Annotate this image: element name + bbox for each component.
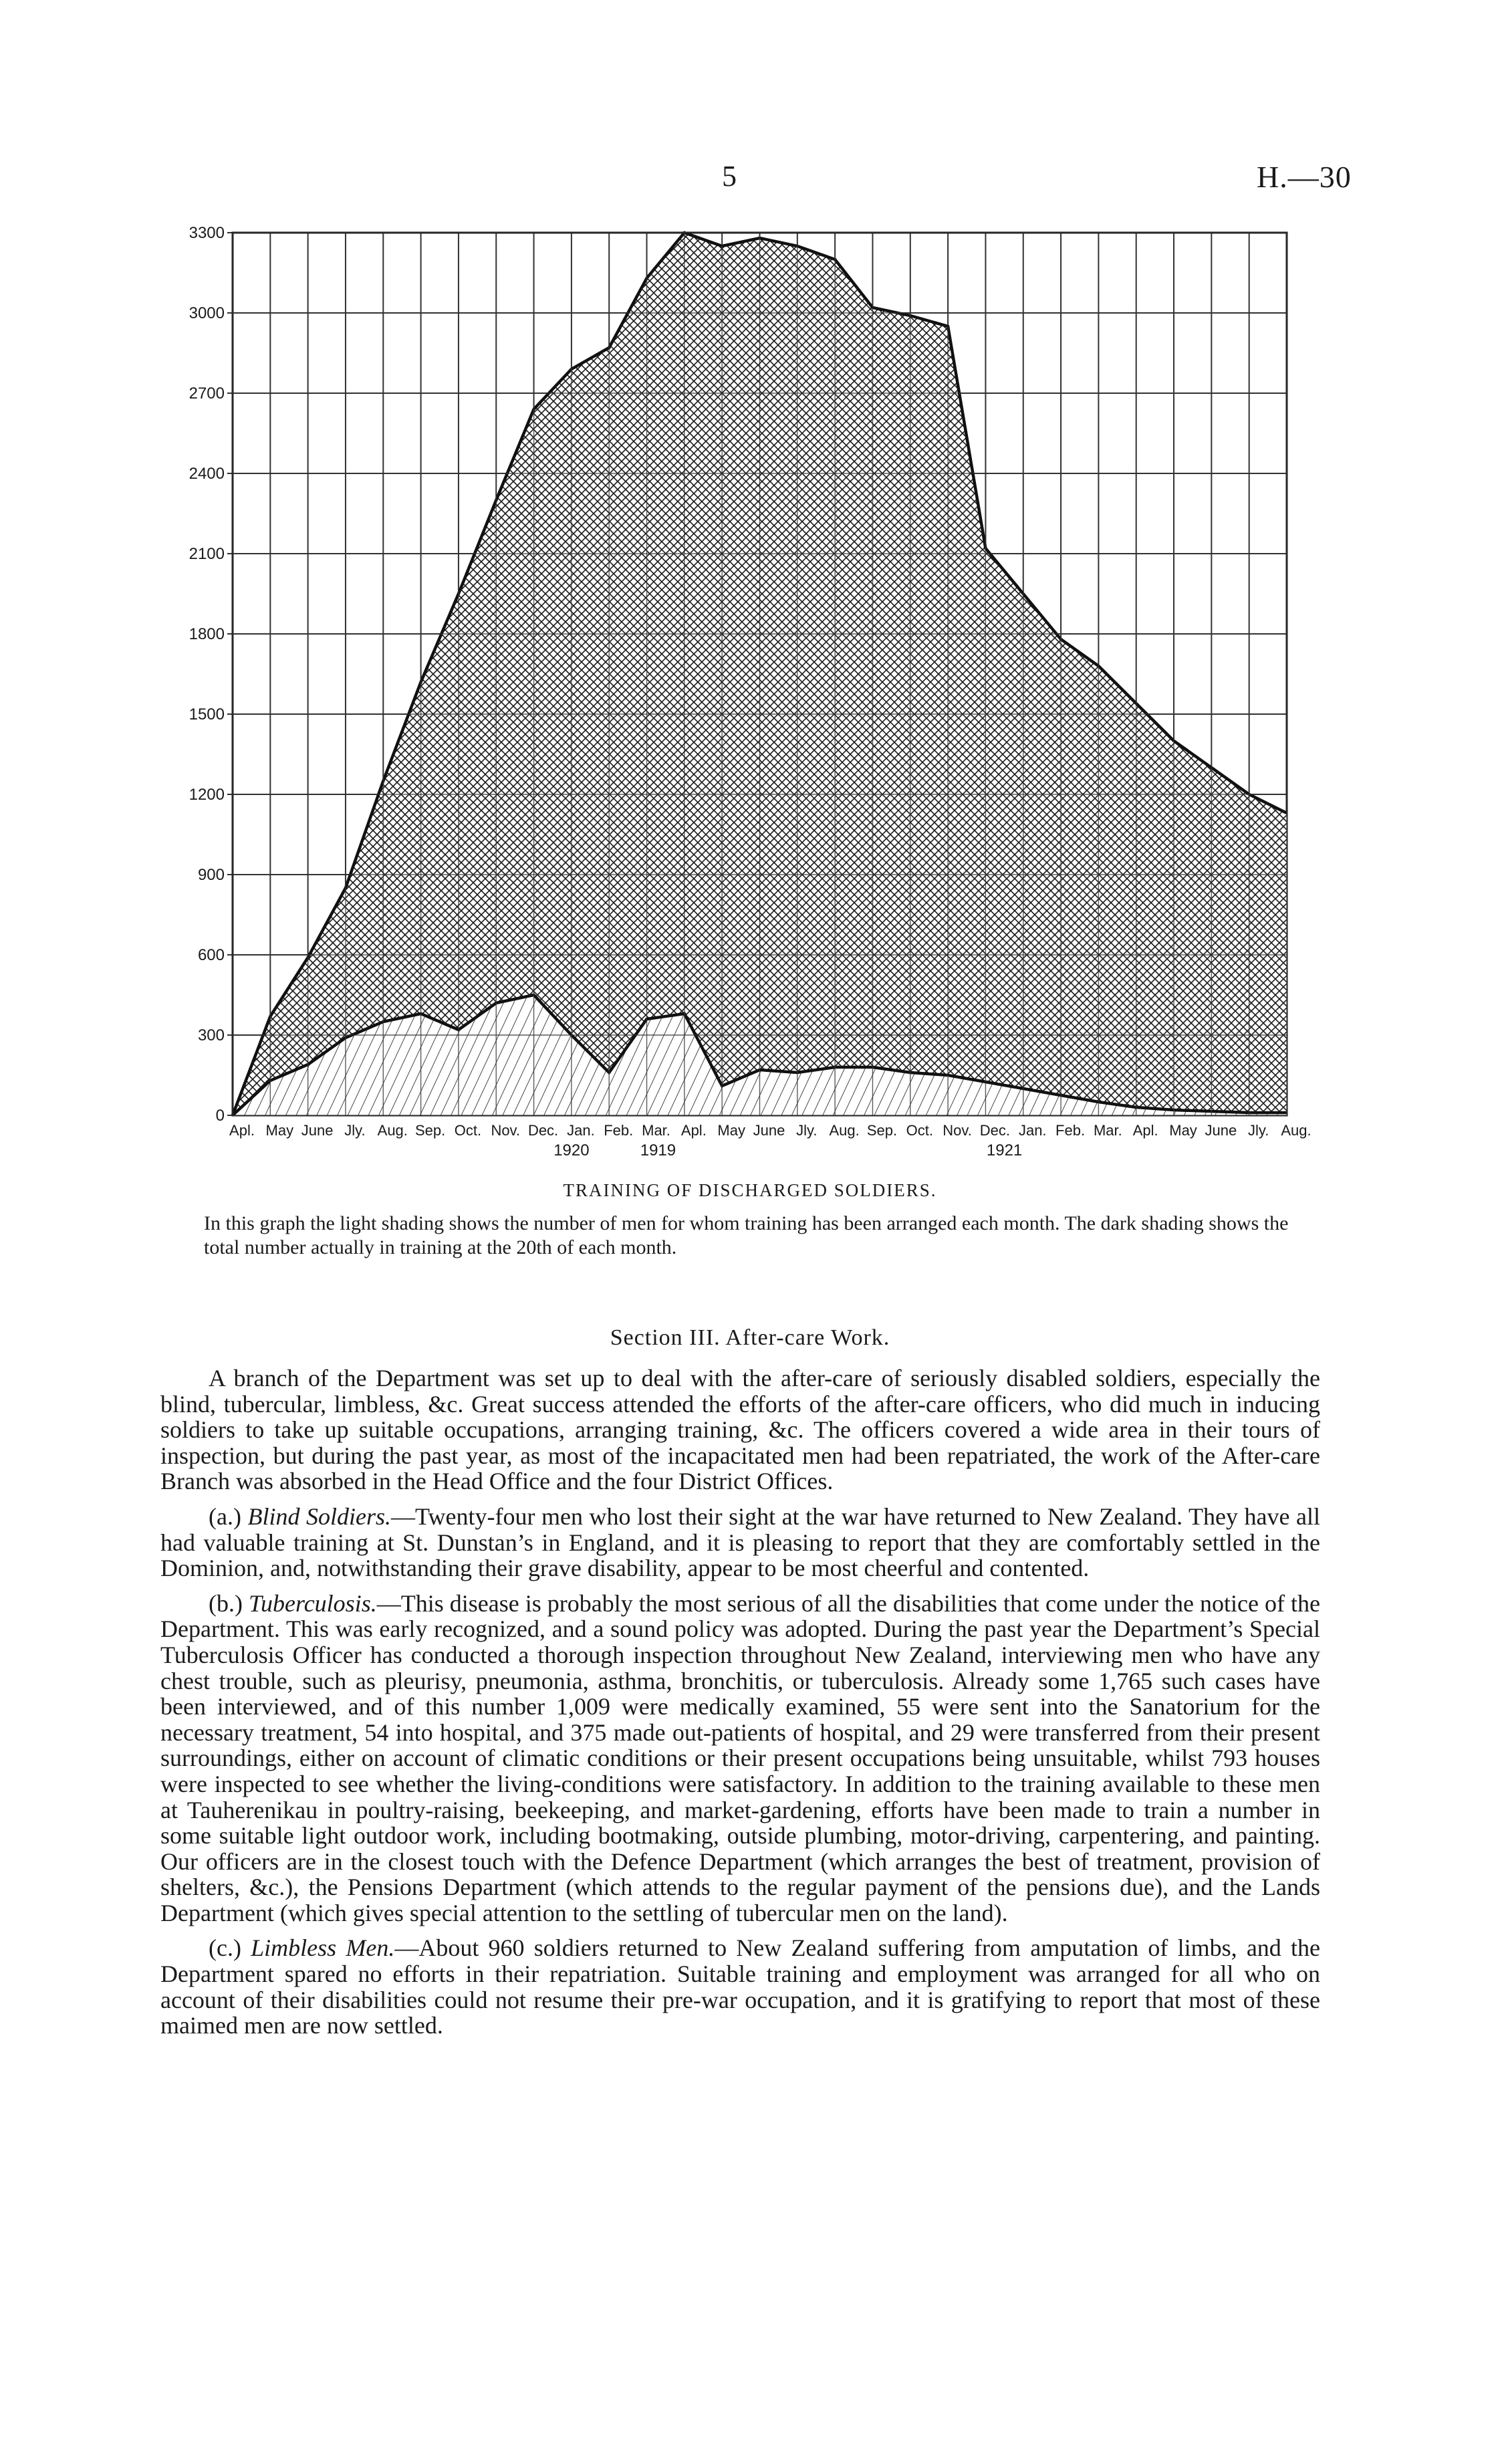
paragraph-text: —About 960 soldiers returned to New Zealand suffering from amputation of limbs, and the Department spared no efforts in their repatriation. Suitable training and employment was arranged for all who on account of their disabilities could not resume their pre-war occupation, and it is gratifying to report that most of these maimed men are now settled. (160, 1934, 1320, 2039)
y-tick-label: 2700 (189, 384, 225, 403)
y-tick-label: 3000 (189, 304, 225, 322)
x-tick-label: June (1205, 1122, 1237, 1139)
y-tick-label: 900 (197, 866, 225, 884)
paragraph-tuberculosis (160, 1591, 1320, 1926)
y-tick-label: 300 (197, 1026, 225, 1044)
year-label: 1919 (640, 1141, 676, 1159)
paragraph-blind-soldiers (160, 1504, 1320, 1581)
x-tick-label: Jan. (1018, 1122, 1047, 1139)
paragraph-label: (a.) (209, 1502, 248, 1530)
x-tick-label: June (301, 1122, 334, 1139)
x-tick-label: Feb. (1055, 1122, 1086, 1139)
x-tick-label: Nov. (943, 1122, 972, 1139)
y-tick-label: 1800 (189, 625, 225, 643)
y-tick-label: 2400 (189, 465, 225, 483)
paragraph-text: —This disease is probably the most serious of all the disabilities that come under the notice of the Department. This was early recognized, and a sound policy was adopted. During the past year the Department’s Special Tuberculosis Officer has conducted a thorough inspection throughout New Zealand, interviewing men who have any chest trouble, such as pleurisy, pneumonia, asthma, bronchitis, or tuberculosis. Already some 1,765 such cases have been interviewed, and of this number 1,009 were medically examined, 55 were sent into the Sanatorium for the necessary treatment, 54 into hospital, and 375 made out-patients of hospital, and 29 were transferred from their present surroundings, either on account of climatic conditions or their present occupations being unsuitable, whilst 793 houses were inspected to see whether the living-conditions were satisfactory. In addition to the training available to these men at Tauherenikau in poultry-raising, beekeeping, and market-gardening, efforts have been made to train a number in some suitable light outdoor work, including bootmaking, outside plumbing, motor-driving, carpentering, and painting. Our officers are in the closest touch with the Defence Department (which arranges the best of treatment, provision of shelters, &c.), the Pensions Department (which attends to the regular payment of the pensions due), and the Lands Department (which gives special attention to the settling of tubercular men on the land). (160, 1589, 1320, 1926)
year-label: 1921 (986, 1141, 1023, 1159)
x-tick-label: Jly. (344, 1122, 366, 1139)
x-tick-label: Nov. (491, 1122, 521, 1139)
x-tick-label: Apl. (1132, 1122, 1158, 1139)
paragraph-label: (c.) (209, 1934, 251, 1962)
x-tick-label: Oct. (454, 1122, 482, 1139)
chart-note: In this graph the light shading shows the number of men for whom training has been arranged each month. The dark shading shows the total number actually in training at the 20th of each month. (204, 1212, 1289, 1258)
y-tick-label: 2100 (189, 545, 225, 563)
x-tick-label: Oct. (906, 1122, 933, 1139)
paragraph-subheading: Tuberculosis. (249, 1589, 377, 1617)
x-tick-label: Apl. (229, 1122, 255, 1139)
x-tick-label: May (717, 1122, 745, 1139)
y-tick-label: 1500 (189, 705, 225, 723)
page-number: 5 (722, 160, 737, 193)
paragraph-intro (160, 1365, 1320, 1494)
x-tick-label: Sep. (866, 1122, 898, 1139)
x-tick-label: May (1169, 1122, 1197, 1139)
y-tick-label: 0 (215, 1107, 225, 1125)
paragraph-limbless-men (160, 1935, 1320, 2038)
x-tick-label: Aug. (1281, 1122, 1311, 1139)
x-tick-label: Jly. (1247, 1122, 1269, 1139)
paragraph-subheading: Limbless Men. (251, 1934, 395, 1962)
x-tick-label: May (265, 1122, 294, 1139)
chart-areas (233, 233, 1287, 1115)
section-heading: Section III. After-care Work. (610, 1325, 890, 1350)
section-body (160, 1365, 1320, 2048)
x-tick-label: Jly. (796, 1122, 818, 1139)
paragraph-text: —Twenty-four men who lost their sight at the war have returned to New Zealand. They have all had valuable training at St. Dunstan’s in England, and it is pleasing to report that they are comfortably settled in the Dominion, and, notwithstanding their grave disability, appear to be most cheerful and contented. (160, 1502, 1320, 1582)
paragraph-label: (b.) (209, 1589, 249, 1617)
x-axis-labels (229, 1122, 1311, 1159)
paragraph-text: A branch of the Department was set up to deal with the after-care of seriously disabled soldiers, especially the blind, tubercular, limbless, &c. Great success attended the efforts of the after-care officers, who did much in inducing soldiers to take up suitable occupations, arranging training, &c. The officers covered a wide area in their tours of inspection, but during the past year, as most of the incapacitated men had been repatriated, the work of the After-care Branch was absorbed in the Head Office and the four District Offices. (160, 1365, 1320, 1495)
training-chart (0, 0, 1500, 1177)
y-tick-label: 3300 (189, 224, 225, 242)
paragraph-subheading: Blind Soldiers. (247, 1502, 392, 1530)
x-tick-label: Mar. (1093, 1122, 1122, 1139)
x-tick-label: Mar. (642, 1122, 670, 1139)
y-tick-label: 600 (197, 946, 225, 964)
chart-title: TRAINING OF DISCHARGED SOLDIERS. (563, 1180, 937, 1200)
x-tick-label: Dec. (979, 1122, 1011, 1139)
x-tick-label: Sep. (414, 1122, 446, 1139)
x-tick-label: June (753, 1122, 785, 1139)
x-tick-label: Jan. (567, 1122, 595, 1139)
y-tick-label: 1200 (189, 786, 225, 804)
x-tick-label: Feb. (604, 1122, 634, 1139)
x-tick-label: Dec. (527, 1122, 559, 1139)
x-tick-label: Aug. (377, 1122, 408, 1139)
x-tick-label: Aug. (829, 1122, 860, 1139)
x-tick-label: Apl. (680, 1122, 707, 1139)
y-axis-labels (189, 224, 225, 1125)
year-label: 1920 (553, 1141, 590, 1159)
document-reference: H.—30 (1257, 160, 1352, 194)
